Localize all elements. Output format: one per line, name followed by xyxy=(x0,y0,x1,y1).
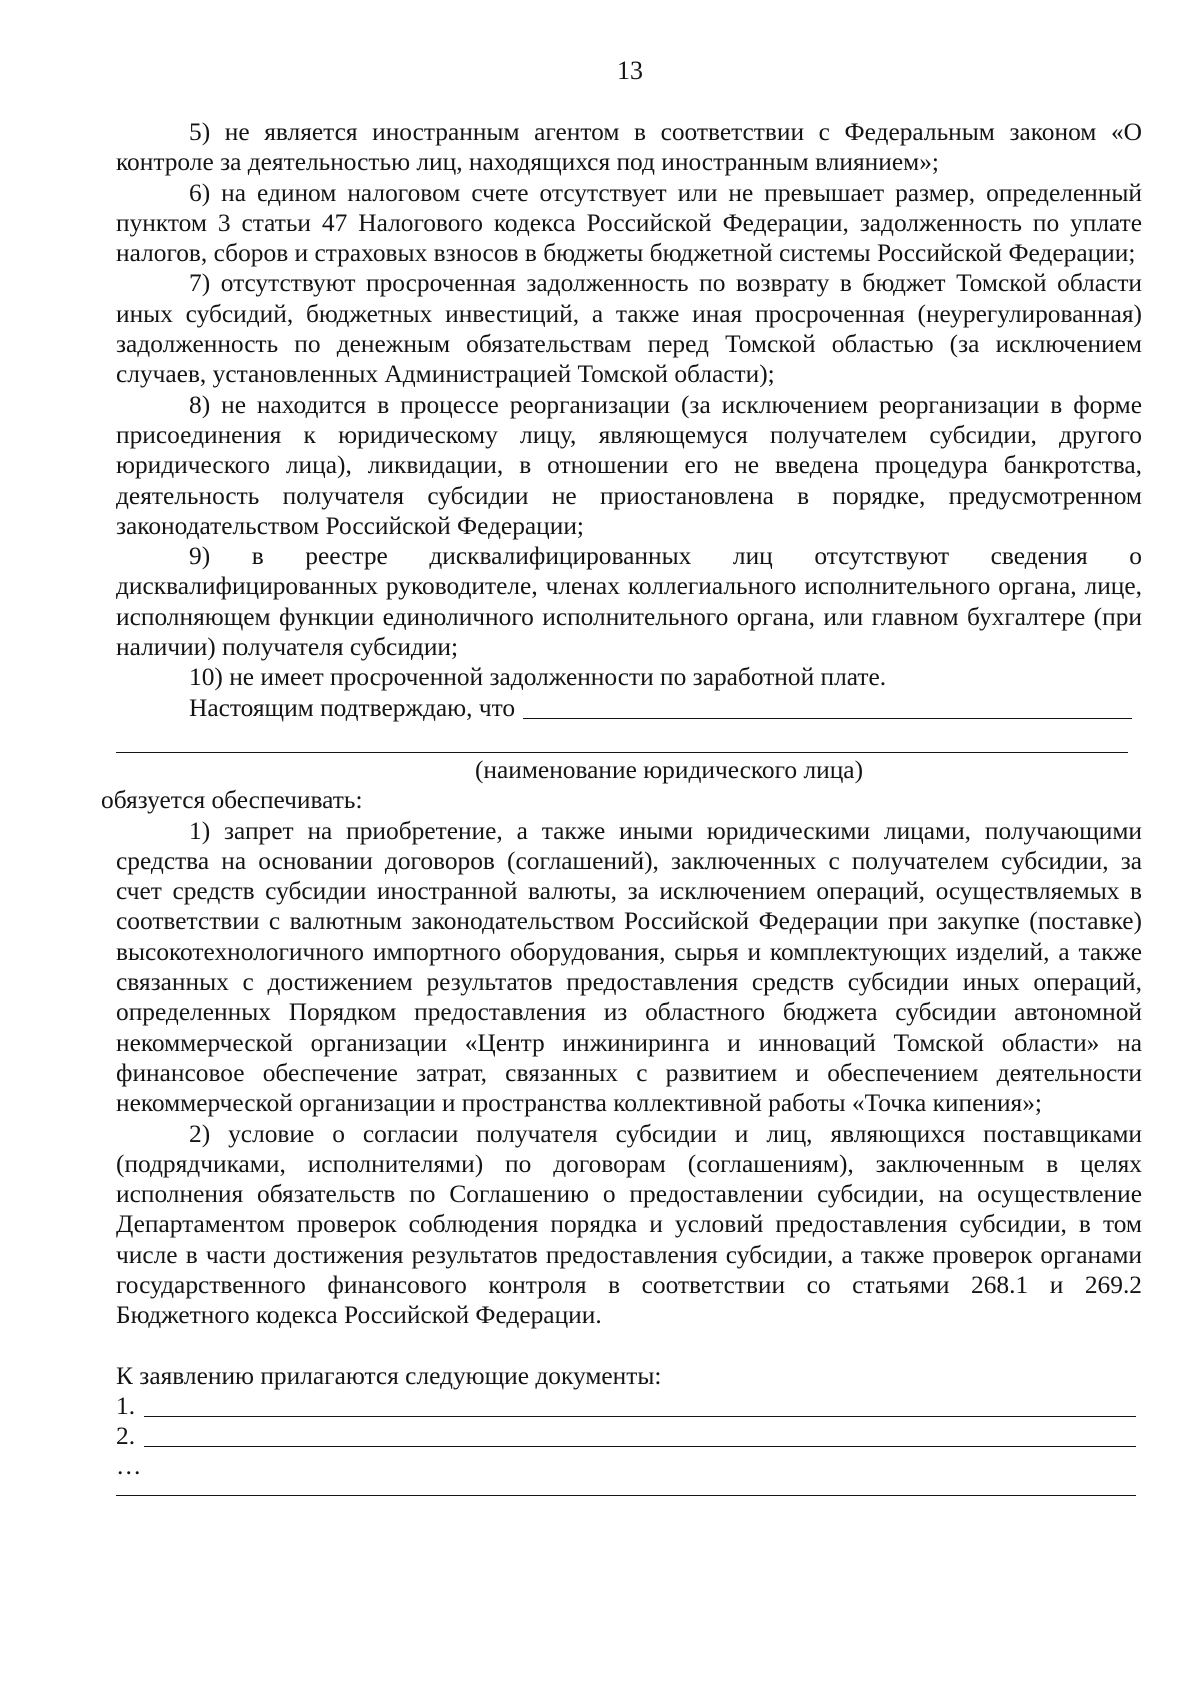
attachment-item-1 xyxy=(116,1391,1136,1421)
attachment-number: 2. xyxy=(116,1422,136,1451)
clause-7: 7) отсутствуют просроченная задолженность по возврату в бюджет Томской области иных субсидий, бюджетных инвестиций, а также иная просроченная (неурегулированная) задолженность по денежным обязательствам перед Томской областью (за исключением случаев, установленных Администрацией Томской области); xyxy=(116,269,1142,389)
attachment-blank-line-last[interactable] xyxy=(116,1482,1136,1496)
org-name-caption: (наименование юридического лица) xyxy=(474,755,864,784)
org-name-blank-line[interactable] xyxy=(116,723,1128,753)
attachment-blank-line[interactable] xyxy=(144,1446,1136,1447)
page-number: 13 xyxy=(617,56,643,85)
confirm-label: Настоящим подтверждаю, что xyxy=(189,693,516,722)
attachments-heading: К заявлению прилагаются следующие документы: xyxy=(116,1361,662,1390)
confirm-blank-line[interactable] xyxy=(523,718,1132,719)
confirm-row xyxy=(116,693,1132,723)
obligation-2: 2) условие о согласии получателя субсидии и лиц, являющихся поставщиками (подрядчиками, исполнителями) по договорам (соглашениям), заключенным в целях исполнения обязательств по Соглашению о предоставлении субсидии, на осуществление Департаментом проверок соблюдения порядка и условий предоставления субсидии, в том числе в части достижения результатов предоставления субсидии, а также проверок органами государственного финансового контроля в соответствии со статьями 268.1 и 269.2 Бюджетного кодекса Российской Федерации. xyxy=(116,1119,1142,1330)
clause-9: 9) в реестре дисквалифицированных лиц отсутствуют сведения о дисквалифицированных руководителе, членах коллегиального исполнительного органа, лице, исполняющем функции единоличного исполнительного органа, или главном бухгалтере (при наличии) получателя субсидии; xyxy=(116,542,1142,662)
attachment-blank-line[interactable] xyxy=(144,1416,1136,1417)
attachment-item-2 xyxy=(116,1421,1136,1451)
document-body xyxy=(101,117,1142,1496)
obligation-1: 1) запрет на приобретение, а также иными юридическими лицами, получающими средства на основании договоров (соглашений), заключенных с получателем субсидии, за счет средств субсидии иностранной валюты, за исключением операций, осуществляемых в соответствии с валютным законодательством Российской Федерации при закупке (поставке) высокотехнологичного импортного оборудования, сырья и комплектующих изделий, а также связанных с достижением результатов предоставления средств субсидии иных операций, определенных Порядком предоставления из областного бюджета субсидии автономной некоммерческой организации «Центр инжиниринга и инноваций Томской области» на финансовое обеспечение затрат, связанных с развитием и обеспечением деятельности некоммерческой организации и пространства коллективной работы «Точка кипения»; xyxy=(116,816,1142,1118)
attachments-ellipsis: … xyxy=(116,1452,142,1481)
obligates-label: обязуется обеспечивать: xyxy=(101,786,363,815)
clause-8: 8) не находится в процессе реорганизации (за исключением реорганизации в форме присоединения к юридическому лицу, являющемуся получателем субсидии, другого юридического лица), ликвидации, в отношении его не введена процедура банкротства, деятельность получателя субсидии не приостановлена в порядке, предусмотренном законодательством Российской Федерации; xyxy=(116,390,1142,540)
clause-5: 5) не является иностранным агентом в соответствии с Федеральным законом «О контроле за деятельностью лиц, находящихся под иностранным влиянием»; xyxy=(116,118,1142,177)
attachment-number: 1. xyxy=(116,1391,136,1420)
clause-10: 10) не имеет просроченной задолженности по заработной плате. xyxy=(189,663,887,692)
spacer xyxy=(116,1331,1142,1361)
clause-6: 6) на едином налоговом счете отсутствует или не превышает размер, определенный пунктом 3 статьи 47 Налогового кодекса Российской Федерации, задолженность по уплате налогов, сборов и страховых взносов в бюджеты бюджетной системы Российской Федерации; xyxy=(116,178,1142,268)
